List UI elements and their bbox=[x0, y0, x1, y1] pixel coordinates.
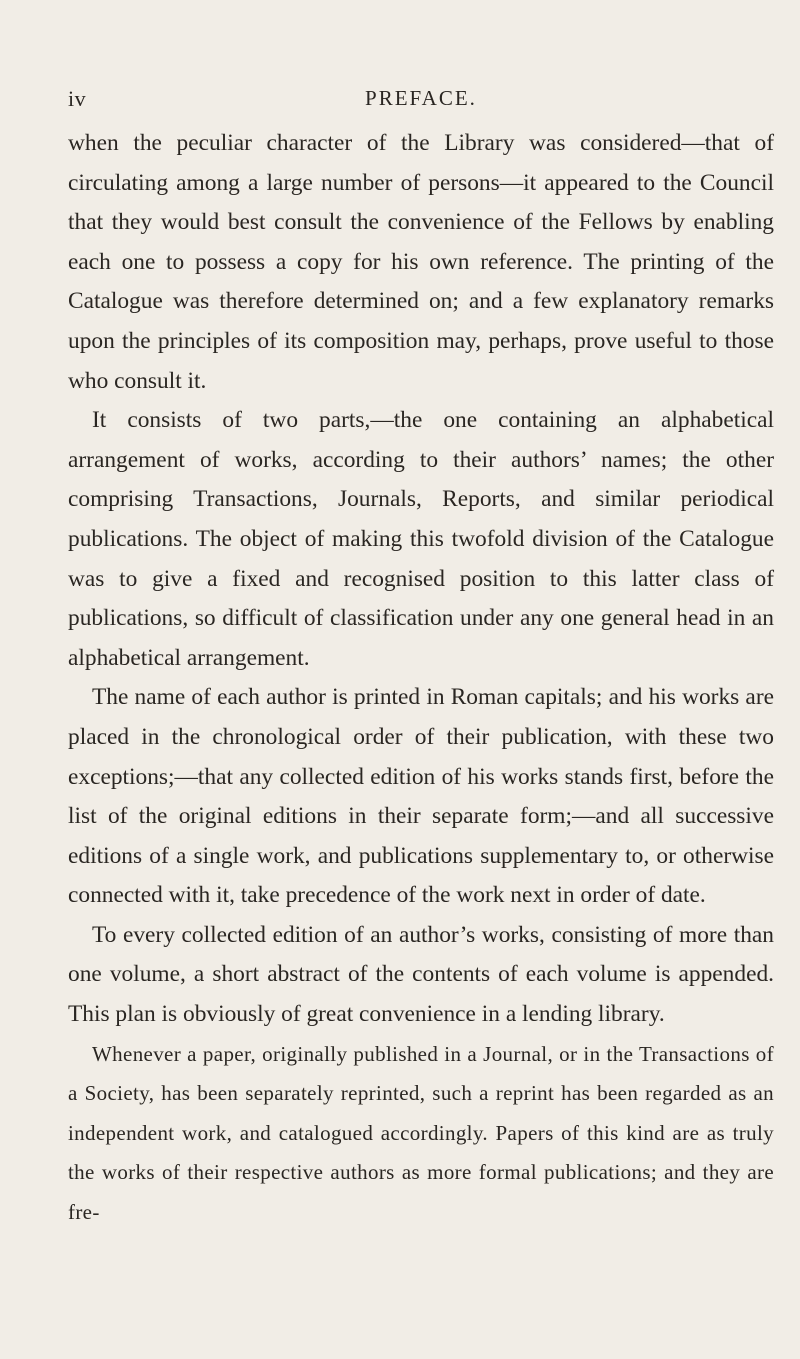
page-number: iv bbox=[68, 86, 87, 111]
running-head bbox=[68, 86, 774, 116]
running-head-title: PREFACE. bbox=[365, 86, 477, 110]
paragraph-two-parts: It consists of two parts,—the one containing an alphabetical arrangement of works, according to their authors’ names; the other comprising Transactions, Journals, Reports, and similar periodical publications. The object of making this twofold division of the Catalogue was to give a fixed and recognised position to this latter class of publications, so difficult of classification under any one general head in an alphabetical arrangement. bbox=[68, 407, 774, 671]
paragraph-author-names: The name of each author is printed in Roman capitals; and his works are placed in the chronological order of their publication, with these two exceptions;—that any collected edition of his works stands first, before the list of the original editions in their separate form;—and all successive editions of a single work, and publications supplementary to, or otherwise connected with it, take precedence of the work next in order of date. bbox=[68, 684, 774, 909]
paragraph-collected-editions: To every collected edition of an author’s works, consisting of more than one volume, a short abstract of the contents of each volume is appended. This plan is obviously of great convenience in a lending library. bbox=[68, 921, 774, 1028]
paragraph-reprints: Whenever a paper, originally published in a Journal, or in the Transactions of a Society, has been separately reprinted, such a reprint has been regarded as an independent work, and catalogued accordingly. Papers of this kind are as truly the works of their respective authors as more formal publications; and they are fre- bbox=[68, 1041, 774, 1225]
body-text bbox=[68, 124, 774, 1233]
paragraph-continuation: when the peculiar character of the Library was considered—that of circulating among a large number of persons—it appeared to the Council that they would best consult the convenience of the Fellows by enabling each one to possess a copy for his own reference. The printing of the Catalogue was therefore determined on; and a few explanatory remarks upon the principles of its composition may, perhaps, prove useful to those who consult it. bbox=[68, 130, 774, 394]
